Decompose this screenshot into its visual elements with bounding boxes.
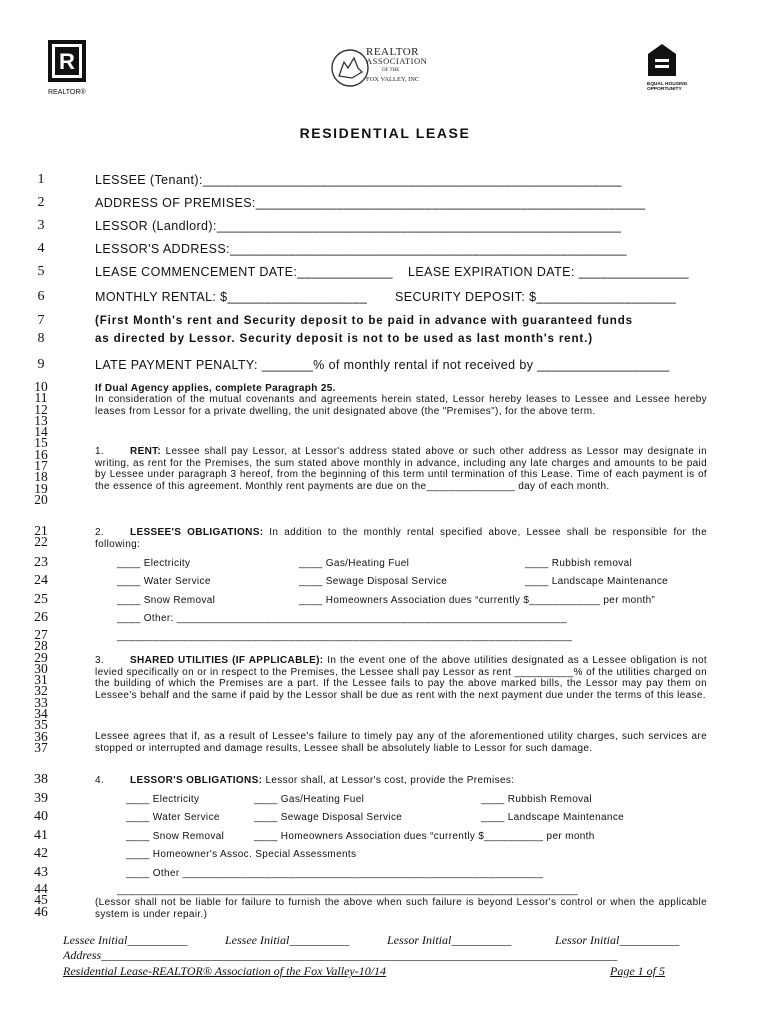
lessor-other-line-2[interactable]: ______________________________________________________________________________ (117, 885, 579, 896)
line-number: 12 (34, 401, 48, 417)
line-number: 11 (34, 390, 48, 406)
fox-emblem-icon (330, 46, 370, 90)
line-number: 34 (34, 706, 48, 722)
line-number: 30 (34, 660, 48, 676)
line-number: 9 (37, 357, 45, 372)
line-number: 28 (34, 638, 48, 654)
line-number-block (28, 629, 54, 753)
lessee-sewage-option[interactable]: ____ Sewage Disposal Service (299, 576, 448, 587)
lessor-sewage-option[interactable]: ____ Sewage Disposal Service (254, 812, 403, 823)
lessor-obligations-heading: LESSOR'S OBLIGATIONS: (130, 775, 263, 786)
lessee-other-line-2[interactable]: _____________________________________________________________________________ (117, 631, 573, 642)
line-number: 15 (34, 435, 48, 451)
line-number: 7 (37, 313, 45, 328)
line-number: 8 (37, 331, 45, 346)
line-number: 46 (34, 903, 48, 919)
line-number: 26 (34, 610, 48, 625)
line-number: 2 (37, 195, 45, 210)
lessee-hoa-option[interactable]: ____ Homeowners Association dues “currently $____________ per month” (299, 595, 656, 606)
shared-utilities-text-2: Lessee agrees that if, as a result of Lessee's failure to timely pay any of the aforementioned utility charges, such services are stopped or interrupted and damage results, Lessee shall be absolutely liable to Lessor for such damage. (95, 731, 707, 754)
footer-address[interactable]: Address______________________________________________________________________________________ (63, 948, 618, 962)
first-month-notice-1: (First Month's rent and Security deposit to be paid in advance with guaranteed funds (95, 314, 633, 327)
line-number: 13 (34, 412, 48, 428)
security-deposit-field[interactable]: SECURITY DEPOSIT: $___________________ (395, 290, 677, 304)
lessor-field[interactable]: LESSOR (Landlord):_______________________________________________________ (95, 219, 622, 233)
lessee-obligations-text: In addition to the monthly rental specified above, Lessee shall be responsible for the following: (95, 527, 707, 550)
intro-paragraph: In consideration of the mutual covenants and agreements herein stated, Lessor hereby leases to Lessee and Lessee hereby leases from Lessor for a private dwelling, the unit designated above (the "Premises"), for the above term. (95, 394, 707, 417)
line-number: 25 (34, 592, 48, 607)
line-number: 14 (34, 424, 48, 440)
line-number: 41 (34, 828, 48, 843)
lessor-landscape-option[interactable]: ____ Landscape Maintenance (481, 812, 625, 823)
association-logo (330, 46, 460, 92)
lessor-gas-option[interactable]: ____ Gas/Heating Fuel (254, 794, 365, 805)
lessor-obligations-text: Lessor shall, at Lessor's cost, provide the Premises: (265, 775, 515, 786)
eho-line1: EQUAL HOUSING (647, 82, 688, 87)
rent-heading: RENT: (130, 446, 162, 457)
lessee-water-option[interactable]: ____ Water Service (117, 576, 211, 587)
line-number-block (28, 381, 54, 505)
lessor-obligations-section (95, 775, 514, 787)
eho-line2: OPPORTUNITY (647, 87, 682, 92)
lessee-electricity-option[interactable]: ____ Electricity (117, 558, 191, 569)
shared-utilities-section (95, 655, 707, 701)
line-number: 21 (34, 523, 48, 538)
form-identifier: Residential Lease-REALTOR® Association of the Fox Valley-10/14 (63, 964, 387, 978)
line-number: 43 (34, 865, 48, 880)
lessor-liability-note: (Lessor shall not be liable for failure to furnish the above when such failure is beyond Lessor's control or when the applicable system is under repair.) (95, 897, 707, 920)
assoc-name-line2: ASSOCIATION (366, 56, 428, 66)
line-number: 42 (34, 846, 48, 861)
commencement-date-field[interactable]: LEASE COMMENCEMENT DATE:_____________ (95, 265, 393, 279)
lessor-electricity-option[interactable]: ____ Electricity (126, 794, 200, 805)
line-number: 38 (34, 772, 48, 787)
section-number: 1. (95, 446, 105, 457)
lessor-hoa-option[interactable]: ____ Homeowners Association dues “currently $__________ per month (254, 831, 595, 842)
line-number: 16 (34, 446, 48, 462)
monthly-rental-field[interactable]: MONTHLY RENTAL: $___________________ (95, 290, 368, 304)
lessor-address-field[interactable]: LESSOR'S ADDRESS:______________________________________________________ (95, 242, 627, 256)
line-number: 40 (34, 809, 48, 824)
lessee-field[interactable]: LESSEE (Tenant):_________________________________________________________ (95, 173, 622, 187)
line-number: 29 (34, 649, 48, 665)
lessee-rubbish-option[interactable]: ____ Rubbish removal (525, 558, 633, 569)
lessor-initial-1[interactable]: Lessor Initial__________ (387, 933, 512, 947)
line-number: 6 (37, 289, 45, 304)
lessor-initial-2[interactable]: Lessor Initial__________ (555, 933, 680, 947)
line-number: 36 (34, 728, 48, 744)
equal-housing-logo (647, 43, 695, 92)
lessee-obligations-heading: LESSEE'S OBLIGATIONS: (130, 527, 264, 538)
address-of-premises-field[interactable]: ADDRESS OF PREMISES:_____________________________________________________ (95, 196, 646, 210)
lessor-other-option[interactable]: ____ Other _____________________________________________________________ (126, 868, 544, 879)
lessor-water-option[interactable]: ____ Water Service (126, 812, 220, 823)
line-number: 45 (34, 892, 48, 908)
rent-text: Lessee shall pay Lessor, at Lessor's address stated above or such other address as Lessor may designate in writing, as rent for the Premises, the sum stated above monthly in advance, including any late charges and amounts to be paid by Lessee under paragraph 3 hereof, from the beginning of this term until termination of this Lease. Time of each payment is of the essence of this agreement. Monthly rent payments are due on the_______________ day of each month. (95, 446, 707, 492)
late-payment-penalty-field[interactable]: LATE PAYMENT PENALTY: _______% of monthly rental if not received by __________________ (95, 358, 670, 372)
line-number: 24 (34, 573, 48, 588)
line-number: 31 (34, 672, 48, 688)
lessee-other-option[interactable]: ____ Other: __________________________________________________________________ (117, 613, 567, 624)
line-number: 3 (37, 218, 45, 233)
svg-text:R: R (59, 49, 75, 74)
line-number: 1 (37, 172, 45, 187)
realtor-r-icon (48, 40, 86, 82)
line-number: 23 (34, 555, 48, 570)
lessee-gas-option[interactable]: ____ Gas/Heating Fuel (299, 558, 410, 569)
line-number: 20 (34, 491, 48, 507)
section-number: 4. (95, 775, 105, 786)
assoc-name-line4: FOX VALLEY, INC (366, 76, 420, 83)
assoc-name-line1: REALTOR (366, 46, 420, 58)
line-number: 33 (34, 694, 48, 710)
line-number: 35 (34, 717, 48, 733)
line-number: 37 (34, 739, 48, 755)
lessor-rubbish-option[interactable]: ____ Rubbish Removal (481, 794, 592, 805)
line-number: 17 (34, 458, 48, 474)
lessee-obligations-section (95, 527, 707, 550)
section-number: 3. (95, 655, 105, 666)
line-number: 27 (34, 627, 48, 642)
equal-housing-icon (647, 43, 677, 77)
lessor-snow-option[interactable]: ____ Snow Removal (126, 831, 225, 842)
line-number: 22 (34, 534, 48, 550)
line-number: 19 (34, 480, 48, 496)
lessee-initial-1[interactable]: Lessee Initial__________ (63, 933, 188, 947)
line-number: 10 (34, 379, 48, 394)
shared-utilities-heading: SHARED UTILITIES (IF APPLICABLE): (130, 655, 324, 666)
line-number: 5 (37, 264, 45, 279)
shared-utilities-text: In the event one of the above utilities designated as a Lessee obligation is not levied specifically on or in respect to the Premises, the Lessee shall pay Lessor as rent __________% of the utilities charged on the building of which the Premises are a part. If the Lessee fails to pay the above marked bills, the Lessor may pay them on Lessee's behalf and the same if paid by the Lessor shall be due as rent with the next payment due under the terms of this lease. (95, 655, 707, 701)
line-number: 18 (34, 469, 48, 485)
line-number: 39 (34, 791, 48, 806)
line-number: 4 (37, 241, 45, 256)
page-title: RESIDENTIAL LEASE (299, 125, 471, 141)
section-number: 2. (95, 527, 105, 538)
realtor-caption: REALTOR® (48, 89, 86, 96)
page-number: Page 1 of 5 (610, 964, 665, 978)
realtor-logo (48, 40, 94, 96)
lessee-initial-2[interactable]: Lessee Initial__________ (225, 933, 350, 947)
line-number-block (28, 883, 54, 917)
line-number: 44 (34, 881, 48, 896)
assoc-name-line3: OF THE (382, 68, 400, 73)
rent-section (95, 446, 707, 492)
lessor-special-assessments-option[interactable]: ____ Homeowner's Assoc. Special Assessments (126, 849, 357, 860)
first-month-notice-2: as directed by Lessor. Security deposit is not to be used as last month's rent.) (95, 332, 593, 345)
line-number-block (28, 525, 54, 548)
line-number: 32 (34, 683, 48, 699)
expiration-date-field[interactable]: LEASE EXPIRATION DATE: _______________ (408, 265, 689, 279)
lessee-snow-option[interactable]: ____ Snow Removal (117, 595, 216, 606)
lessee-landscape-option[interactable]: ____ Landscape Maintenance (525, 576, 669, 587)
dual-agency-note: If Dual Agency applies, complete Paragraph 25. (95, 383, 336, 394)
